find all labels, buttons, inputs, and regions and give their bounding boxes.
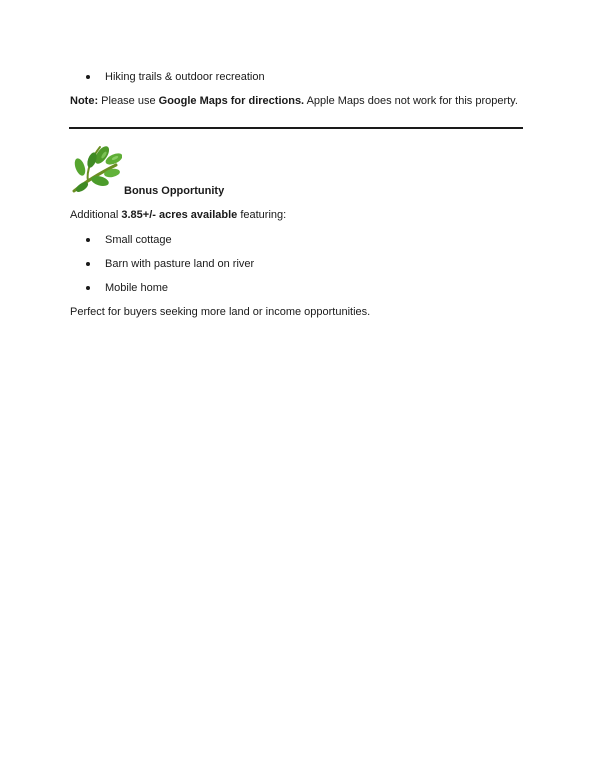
bonus-intro-paragraph: [70, 209, 286, 221]
list-item: [86, 234, 172, 246]
bullet-icon: [86, 238, 90, 242]
intro-acres: 3.85+/- acres available: [121, 209, 238, 221]
intro-text-before: Additional: [70, 209, 122, 221]
intro-text-after: featuring:: [237, 209, 287, 221]
herb-leaf-icon: [70, 143, 122, 195]
bonus-heading: Bonus Opportunity: [124, 185, 225, 197]
note-label: Note:: [70, 95, 99, 107]
horizontal-divider: [69, 127, 523, 129]
bullet-icon: [86, 262, 90, 266]
note-text-before: Please use: [98, 95, 159, 107]
list-item-text: Small cottage: [105, 234, 172, 246]
note-text-after: Apple Maps does not work for this property.: [304, 95, 518, 107]
note-paragraph: [70, 95, 518, 107]
list-item: [86, 258, 254, 270]
list-item-text: Hiking trails & outdoor recreation: [105, 71, 265, 83]
list-item: [86, 71, 265, 83]
note-emphasis: Google Maps for directions.: [158, 95, 305, 107]
closing-paragraph: Perfect for buyers seeking more land or income opportunities.: [70, 306, 371, 318]
bullet-icon: [86, 75, 90, 79]
list-item: [86, 282, 168, 294]
list-item-text: Barn with pasture land on river: [105, 258, 255, 270]
list-item-text: Mobile home: [105, 282, 168, 294]
bullet-icon: [86, 286, 90, 290]
